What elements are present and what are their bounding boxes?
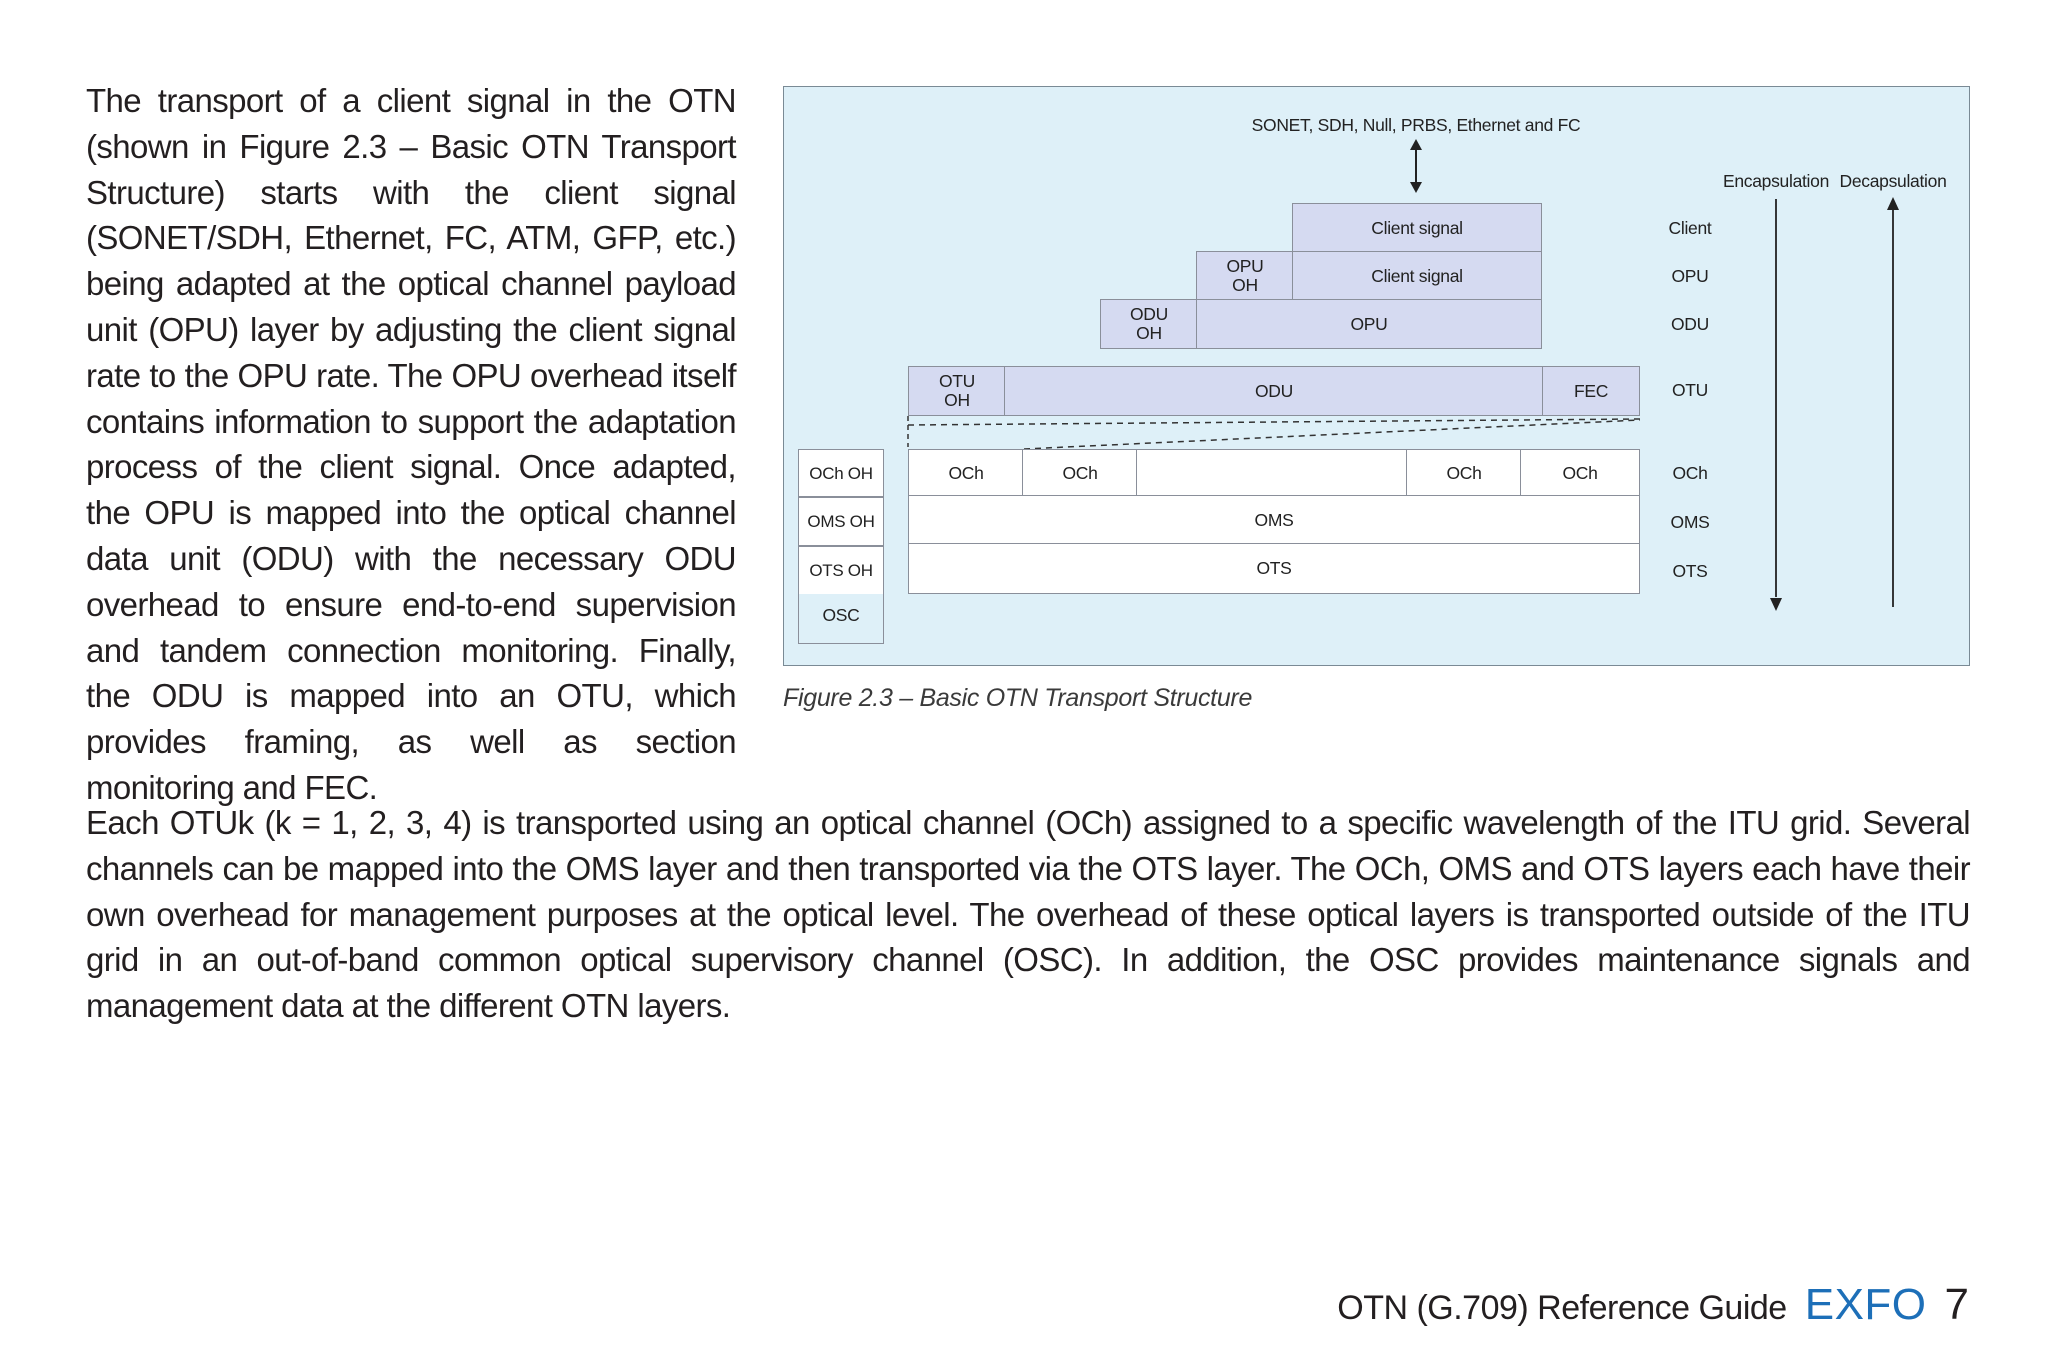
och-channel-block: OCh	[1022, 449, 1138, 497]
odu-payload-block: OPU	[1196, 299, 1542, 349]
otn-transport-structure-diagram	[783, 86, 1970, 666]
odu-oh-block: ODU OH	[1100, 299, 1198, 349]
oms-oh-block: OMS OH	[798, 497, 884, 546]
fec-block: FEC	[1542, 366, 1640, 416]
layer-label-oms: OMS	[1670, 512, 1710, 532]
decapsulation-up-arrow-icon	[1883, 197, 1903, 609]
intro-paragraph: The transport of a client signal in the OTN (shown in Figure 2.3 – Basic OTN Transport Structure) starts with the client signal (SONET/SDH, Ethernet, FC, ATM, GFP, etc.) being adapted at the optical channel payload unit (OPU) layer by adjusting the client signal rate to the OPU rate. The OPU overhead itself contains information to support the adaptation process of the client signal. Once adapted, the OPU is mapped into the optical channel data unit (ODU) with the necessary ODU overhead to ensure end-to-end supervision and tandem connection monitoring. Finally, the ODU is mapped into an OTU, which provides framing, as well as section monitoring and FEC.	[86, 82, 736, 806]
guide-title: OTN (G.709) Reference Guide	[1337, 1289, 1787, 1327]
layer-label-ots: OTS	[1672, 561, 1708, 581]
encapsulation-label: Encapsulation	[1722, 171, 1830, 191]
layer-label-och: OCh	[1672, 463, 1708, 483]
opu-payload-block: Client signal	[1292, 251, 1542, 301]
och-channel-block: OCh	[908, 449, 1024, 497]
oms-block: OMS	[908, 495, 1640, 545]
otu-payload-block: ODU	[1004, 366, 1544, 416]
brand-logo: EXFO	[1804, 1280, 1927, 1329]
osc-label: OSC	[822, 605, 860, 625]
decapsulation-label: Decapsulation	[1839, 171, 1947, 191]
layer-label-client: Client	[1668, 218, 1712, 238]
och-channel-block: OCh	[1520, 449, 1640, 497]
och-channel-block: OCh	[1406, 449, 1522, 497]
layer-label-opu: OPU	[1671, 266, 1709, 286]
figure-caption: Figure 2.3 – Basic OTN Transport Structure	[783, 684, 1253, 712]
layer-label-otu: OTU	[1671, 380, 1709, 400]
page-number: 7	[1944, 1280, 1969, 1329]
body-paragraph: Each OTUk (k = 1, 2, 3, 4) is transported using an optical channel (OCh) assigned to a specific wavelength of the ITU grid. Several channels can be mapped into the OMS layer and then transported via the OTS layer. The OCh, OMS and OTS layers each have their own overhead for management purposes at the optical level. The overhead of these optical layers is transported outside of the ITU grid in an out-of-band common optical supervisory channel (OSC). In addition, the OSC provides maintenance signals and management data at the different OTN layers.	[86, 804, 1970, 1025]
client-source-label: SONET, SDH, Null, PRBS, Ethernet and FC	[1251, 115, 1581, 135]
opu-oh-block: OPU OH	[1196, 251, 1294, 301]
client-signal-block: Client signal	[1292, 203, 1542, 253]
otu-oh-block: OTU OH	[908, 366, 1006, 416]
ots-oh-block: OTS OH	[798, 546, 884, 595]
page-footer	[1337, 1280, 1969, 1332]
encapsulation-down-arrow-icon	[1766, 199, 1786, 611]
och-channel-gap	[1136, 449, 1408, 497]
layer-label-odu: ODU	[1671, 314, 1709, 334]
och-oh-block: OCh OH	[798, 449, 884, 497]
ots-block: OTS	[908, 543, 1640, 594]
